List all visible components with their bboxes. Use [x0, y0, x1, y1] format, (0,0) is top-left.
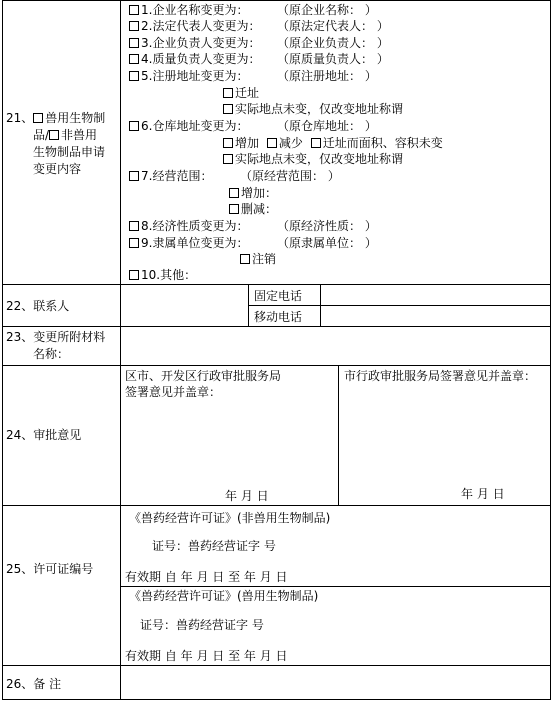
item-text: 注销: [252, 252, 277, 266]
city-approval-line: 市行政审批服务局签署意见并盖章：: [344, 369, 537, 383]
cert1-number: 证号：兽药经营证字 号: [152, 539, 276, 553]
item-text: 6.仓库地址变更为：: [141, 119, 249, 133]
checkbox[interactable]: [129, 171, 139, 181]
change-note-5: （原注册地址： ）: [277, 69, 377, 83]
option-rename-address[interactable]: [223, 101, 403, 117]
table-border-top: [2, 0, 551, 1]
cert2-number: 证号：兽药经营证字 号: [140, 618, 264, 632]
item-text: 迁址: [235, 86, 260, 100]
item-text: 10.其他：: [141, 268, 197, 282]
item-text: 4.质量负责人变更为：: [141, 52, 261, 66]
contact-inner-divider: [248, 305, 550, 306]
checkbox[interactable]: [129, 71, 139, 81]
option-add: 增加: [235, 136, 260, 150]
item-text: 实际地点未变，仅改变地址称谓: [235, 102, 404, 116]
checkbox[interactable]: [311, 138, 321, 148]
item-text: 7.经营范围：: [141, 169, 213, 183]
item-text: 5.注册地址变更为：: [141, 69, 249, 83]
change-note-2: （原法定代表人： ）: [277, 19, 389, 33]
checkbox[interactable]: [129, 21, 139, 31]
row-divider-23: [2, 365, 551, 366]
district-approval-date: 年 月 日: [225, 489, 269, 503]
item-text: 8.经济性质变更为：: [141, 219, 249, 233]
checkbox[interactable]: [267, 138, 277, 148]
change-item-8[interactable]: [129, 218, 248, 234]
row-divider-22: [2, 326, 551, 327]
contact-col-divider-1: [248, 284, 249, 326]
checkbox[interactable]: [223, 138, 233, 148]
row21-label-line: 兽用生物制: [45, 111, 106, 125]
change-item-6[interactable]: [129, 118, 248, 134]
item-text: 2.法定代表人变更为：: [141, 19, 261, 33]
checkbox[interactable]: [129, 270, 139, 280]
change-note-6: （原仓库地址： ）: [277, 119, 377, 133]
checkbox[interactable]: [129, 38, 139, 48]
change-note-3: （原企业负责人： ）: [277, 36, 389, 50]
checkbox[interactable]: [49, 130, 59, 140]
change-item-3[interactable]: [129, 35, 260, 51]
option-cancel[interactable]: [240, 251, 276, 267]
change-item-4[interactable]: [129, 51, 260, 67]
checkbox[interactable]: [223, 104, 233, 114]
checkbox[interactable]: [129, 54, 139, 64]
checkbox[interactable]: [129, 5, 139, 15]
row21-label-line: 非兽用: [61, 128, 98, 142]
row-divider-24: [2, 505, 551, 506]
city-approval-date: 年 月 日: [461, 487, 505, 501]
attachments-label: 23、变更所附材料: [6, 330, 106, 344]
change-note-8: （原经济性质： ）: [277, 219, 377, 233]
mobile-label: 移动电话: [254, 310, 303, 324]
change-item-9[interactable]: [129, 235, 248, 251]
label-column-divider: [120, 0, 121, 700]
cert1-title: 《兽药经营许可证》(非兽用生物制品): [129, 511, 331, 525]
warehouse-options: [223, 135, 443, 151]
cert2-title: 《兽药经营许可证》(兽用生物制品): [129, 589, 319, 603]
item-text: 增加：: [241, 186, 278, 200]
change-item-1[interactable]: [129, 2, 248, 18]
cert1-validity: 有效期 自 年 月 日 至 年 月 日: [125, 570, 288, 584]
remarks-label: 26、备 注: [6, 677, 62, 691]
checkbox[interactable]: [33, 113, 43, 123]
change-item-5[interactable]: [129, 68, 248, 84]
item-text: 实际地点未变，仅改变地址称谓: [235, 152, 404, 166]
checkbox[interactable]: [229, 188, 239, 198]
option-reduce: 减少: [278, 136, 303, 150]
row21-label-line3: 生物制品申请: [33, 145, 106, 159]
contact-col-divider-2: [320, 284, 321, 326]
approval-label: 24、审批意见: [6, 428, 82, 442]
approval-col-divider: [338, 365, 339, 505]
item-text: 3.企业负责人变更为：: [141, 36, 261, 50]
option-relocate-same-area: 迁址而面积、容积未变: [322, 136, 443, 150]
checkbox[interactable]: [129, 221, 139, 231]
change-item-7[interactable]: [129, 168, 212, 184]
checkbox[interactable]: [229, 204, 239, 214]
table-border-right: [550, 0, 551, 700]
row21-label-num: 21、: [6, 111, 34, 125]
license-number-label: 25、许可证编号: [6, 562, 94, 576]
table-border-bottom: [2, 699, 551, 700]
contact-label: 22、联系人: [6, 299, 70, 313]
change-note-7: （原经营范围： ）: [240, 169, 340, 183]
change-note-4: （原质量负责人： ）: [277, 52, 389, 66]
row-divider-25: [2, 665, 551, 666]
checkbox[interactable]: [240, 254, 250, 264]
district-approval-line1: 区市、开发区行政审批服务局: [125, 369, 282, 383]
change-item-2[interactable]: [129, 18, 260, 34]
row21-label: [6, 110, 105, 126]
cert-inner-divider: [120, 586, 551, 587]
item-text: 删减：: [241, 202, 278, 216]
checkbox[interactable]: [129, 238, 139, 248]
change-note-9: （原隶属单位： ）: [277, 236, 377, 250]
checkbox[interactable]: [223, 154, 233, 164]
change-item-10[interactable]: [129, 267, 196, 283]
row-divider-21: [2, 284, 551, 285]
option-warehouse-rename[interactable]: [223, 151, 403, 167]
item-text: 9.隶属单位变更为：: [141, 236, 249, 250]
cert2-validity: 有效期 自 年 月 日 至 年 月 日: [125, 649, 288, 663]
row21-label-line4: 变更内容: [33, 162, 82, 176]
table-border-left: [2, 0, 3, 700]
item-text: 1.企业名称变更为：: [141, 3, 249, 17]
checkbox[interactable]: [223, 88, 233, 98]
change-note-1: （原企业名称： ）: [277, 3, 377, 17]
attachments-label-line2: 名称：: [33, 347, 70, 361]
row21-label-line: 品/: [33, 128, 50, 142]
option-scope-add[interactable]: [229, 185, 277, 201]
district-approval-line2: 签署意见并盖章：: [125, 385, 222, 399]
row21-label-line2: [33, 127, 97, 143]
landline-label: 固定电话: [254, 289, 303, 303]
option-scope-remove[interactable]: [229, 201, 277, 217]
checkbox[interactable]: [129, 121, 139, 131]
option-relocate[interactable]: [223, 85, 259, 101]
